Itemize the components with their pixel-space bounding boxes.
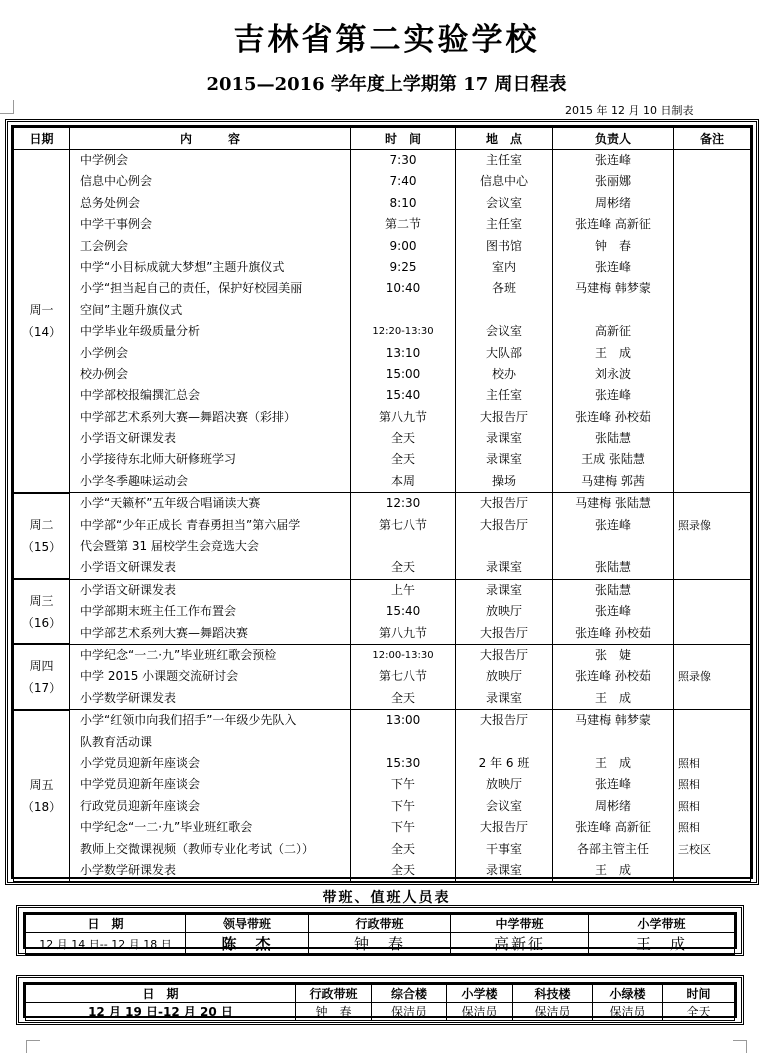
item-place: 录课室 bbox=[485, 862, 522, 877]
item-note: 照录像 bbox=[678, 670, 711, 684]
item-person-cell bbox=[553, 150, 674, 493]
item-content: 行政党员迎新年座谈会 bbox=[80, 798, 201, 813]
item-time: 第八九节 bbox=[378, 409, 427, 424]
day-row bbox=[14, 579, 751, 644]
duty2-primary-building: 保洁员 bbox=[447, 1003, 513, 1021]
item-note: 照相 bbox=[678, 821, 700, 835]
item-place bbox=[456, 732, 552, 753]
item-time: 上午 bbox=[390, 582, 415, 597]
item-note bbox=[674, 428, 750, 449]
item-time bbox=[351, 732, 455, 753]
week-number: （15） bbox=[21, 540, 62, 555]
item-content: 代会暨第 31 届校学生会竞选大会 bbox=[80, 539, 259, 554]
item-note bbox=[674, 300, 750, 321]
col-header-content: 内 容 bbox=[70, 128, 351, 150]
item-time: 本周 bbox=[390, 473, 415, 488]
item-place: 会议室 bbox=[485, 195, 522, 210]
item-person: 马建梅 韩梦蒙 bbox=[575, 713, 651, 728]
item-place: 录课室 bbox=[485, 582, 522, 597]
duty2-header-complex: 综合楼 bbox=[372, 985, 447, 1003]
item-content: 信息中心例会 bbox=[80, 174, 153, 189]
item-note bbox=[674, 732, 750, 753]
item-time: 下午 bbox=[390, 798, 415, 813]
item-place: 录课室 bbox=[485, 560, 522, 575]
schedule-table bbox=[13, 127, 751, 883]
item-content-cell bbox=[70, 150, 351, 493]
duty1-primary: 王 成 bbox=[589, 933, 735, 955]
item-time: 15:00 bbox=[385, 366, 421, 381]
item-place: 主任室 bbox=[485, 217, 522, 232]
item-note bbox=[674, 645, 750, 666]
item-time: 9:00 bbox=[389, 238, 417, 253]
item-time: 下午 bbox=[390, 777, 415, 792]
item-time: 第七八节 bbox=[378, 517, 427, 532]
duty-table-2 bbox=[25, 984, 735, 1021]
item-content: 中学纪念“一二·九”毕业班红歌会 bbox=[80, 820, 253, 835]
item-note-cell bbox=[674, 493, 751, 580]
day-name: 周五 bbox=[29, 777, 54, 792]
item-content: 小学“天籁杯”五年级合唱诵读大赛 bbox=[80, 496, 261, 511]
item-person: 张陆慧 bbox=[594, 560, 631, 575]
item-person: 马建梅 郭茜 bbox=[581, 473, 645, 488]
item-note bbox=[674, 364, 750, 385]
item-person: 刘永波 bbox=[594, 366, 631, 381]
item-person: 张连峰 bbox=[594, 153, 631, 167]
item-note bbox=[674, 193, 750, 214]
day-label bbox=[14, 579, 70, 644]
item-note bbox=[674, 171, 750, 192]
item-person: 王 成 bbox=[594, 862, 631, 877]
item-place: 干事室 bbox=[485, 841, 522, 856]
item-place-cell bbox=[456, 150, 553, 493]
item-content-cell bbox=[70, 493, 351, 580]
item-time: 15:40 bbox=[385, 604, 421, 619]
item-place: 主任室 bbox=[485, 153, 522, 167]
item-person: 张连峰 孙校茹 bbox=[575, 625, 651, 640]
item-note bbox=[674, 449, 750, 470]
item-place: 大报告厅 bbox=[479, 409, 528, 424]
item-content: 中学“小目标成就大梦想”主题升旗仪式 bbox=[80, 259, 285, 274]
item-person: 张 婕 bbox=[594, 647, 631, 662]
item-note bbox=[674, 385, 750, 406]
item-note bbox=[674, 536, 750, 557]
item-note-cell bbox=[674, 150, 751, 493]
item-note bbox=[674, 214, 750, 235]
duty-table-1 bbox=[25, 914, 735, 955]
item-person-cell bbox=[553, 644, 674, 709]
item-place: 会议室 bbox=[485, 798, 522, 813]
duty1-header-middle: 中学带班 bbox=[451, 915, 589, 933]
item-person-cell bbox=[553, 579, 674, 644]
item-note bbox=[674, 557, 750, 578]
item-content: 空间”主题升旗仪式 bbox=[80, 302, 183, 317]
schedule-frame bbox=[5, 119, 759, 885]
duty2-date: 12 月 19 日-12 月 20 日 bbox=[26, 1003, 296, 1021]
item-place-cell bbox=[456, 644, 553, 709]
item-time: 全天 bbox=[390, 431, 415, 446]
item-note: 照相 bbox=[678, 778, 700, 792]
item-note: 照录像 bbox=[678, 518, 711, 532]
item-time: 全天 bbox=[390, 560, 415, 575]
item-note-cell bbox=[674, 644, 751, 709]
item-person: 张连峰 高新征 bbox=[575, 217, 651, 232]
duty-table-1-header bbox=[26, 915, 735, 933]
item-time: 下午 bbox=[390, 820, 415, 835]
item-place: 2 年 6 班 bbox=[478, 755, 530, 770]
item-place-cell bbox=[456, 493, 553, 580]
item-place: 大报告厅 bbox=[479, 647, 528, 662]
item-person: 王 成 bbox=[594, 690, 631, 705]
item-time-cell bbox=[351, 644, 456, 709]
item-time: 13:00 bbox=[385, 713, 421, 728]
item-time: 全天 bbox=[390, 862, 415, 877]
item-content: 中学毕业年级质量分析 bbox=[80, 324, 201, 339]
item-person: 张连峰 bbox=[594, 259, 631, 274]
item-note bbox=[674, 493, 750, 514]
day-row bbox=[14, 493, 751, 580]
day-label bbox=[14, 710, 70, 882]
item-person: 张丽娜 bbox=[594, 174, 631, 189]
day-name: 周四 bbox=[29, 659, 54, 674]
item-person: 王 成 bbox=[594, 345, 631, 360]
item-note: 照相 bbox=[678, 756, 700, 770]
day-name: 周二 bbox=[29, 518, 54, 533]
item-place: 录课室 bbox=[485, 431, 522, 446]
item-time: 第七八节 bbox=[378, 669, 427, 684]
item-place: 录课室 bbox=[485, 690, 522, 705]
item-person: 马建梅 张陆慧 bbox=[575, 496, 651, 511]
duty2-time: 全天 bbox=[663, 1003, 735, 1021]
item-time: 全天 bbox=[390, 841, 415, 856]
item-content: 队教育活动课 bbox=[80, 734, 153, 749]
col-header-person: 负责人 bbox=[553, 128, 674, 150]
item-person: 马建梅 韩梦蒙 bbox=[575, 281, 651, 296]
item-note bbox=[674, 407, 750, 428]
item-place: 大报告厅 bbox=[479, 517, 528, 532]
item-person-cell bbox=[553, 710, 674, 882]
item-content: 小学语文研课发表 bbox=[80, 560, 177, 575]
item-time: 7:30 bbox=[389, 153, 417, 167]
item-note bbox=[674, 623, 750, 644]
item-time: 全天 bbox=[390, 690, 415, 705]
item-person: 张陆慧 bbox=[594, 582, 631, 597]
col-header-place: 地 点 bbox=[456, 128, 553, 150]
item-content: 中学部期末班主任工作布置会 bbox=[80, 604, 237, 619]
item-time-cell bbox=[351, 579, 456, 644]
duty1-header-admin: 行政带班 bbox=[309, 915, 451, 933]
item-person: 张连峰 bbox=[594, 388, 631, 403]
item-place: 放映厅 bbox=[485, 604, 522, 619]
item-note bbox=[674, 236, 750, 257]
item-content: 小学数学研课发表 bbox=[80, 862, 177, 877]
item-person: 张连峰 bbox=[594, 777, 631, 792]
item-note-cell bbox=[674, 579, 751, 644]
item-place: 校办 bbox=[491, 366, 516, 381]
item-content: 工会例会 bbox=[80, 238, 129, 253]
item-place: 信息中心 bbox=[479, 174, 528, 189]
item-person: 张连峰 孙校茹 bbox=[575, 669, 651, 684]
item-note bbox=[674, 688, 750, 709]
day-label bbox=[14, 493, 70, 580]
item-place-cell bbox=[456, 710, 553, 882]
day-label bbox=[14, 644, 70, 709]
item-content: 中学 2015 小课题交流研讨会 bbox=[80, 669, 239, 684]
item-person: 王成 张陆慧 bbox=[581, 452, 645, 467]
item-place: 放映厅 bbox=[485, 777, 522, 792]
item-person: 张连峰 bbox=[594, 604, 631, 619]
item-content: 中学部艺术系列大赛—舞蹈决赛 bbox=[80, 625, 249, 640]
made-date: 2015 年 12 月 10 日制表 bbox=[565, 104, 694, 117]
day-row bbox=[14, 710, 751, 882]
col-header-note: 备注 bbox=[674, 128, 751, 150]
item-time-cell bbox=[351, 150, 456, 493]
item-note bbox=[674, 257, 750, 278]
item-time: 9:25 bbox=[389, 259, 417, 274]
duty2-complex: 保洁员 bbox=[372, 1003, 447, 1021]
item-content: 小学语文研课发表 bbox=[80, 582, 177, 597]
schedule-body bbox=[14, 150, 751, 882]
crop-mark-bottom-right bbox=[733, 1040, 747, 1053]
item-content: 中学部校报编撰汇总会 bbox=[80, 388, 201, 403]
item-person: 周彬绪 bbox=[594, 195, 631, 210]
item-time-cell bbox=[351, 710, 456, 882]
col-header-time: 时 间 bbox=[351, 128, 456, 150]
item-place: 主任室 bbox=[485, 388, 522, 403]
item-time: 12:30 bbox=[385, 496, 421, 511]
schedule-header-row bbox=[14, 128, 751, 150]
item-place: 图书馆 bbox=[485, 238, 522, 253]
item-time: 7:40 bbox=[389, 174, 417, 189]
item-person: 张陆慧 bbox=[594, 431, 631, 446]
item-note bbox=[674, 343, 750, 364]
item-note bbox=[674, 321, 750, 342]
duty2-tech-building: 保洁员 bbox=[513, 1003, 593, 1021]
item-person: 各部主管主任 bbox=[576, 841, 649, 856]
item-time: 15:30 bbox=[385, 755, 421, 770]
duty2-header-admin: 行政带班 bbox=[296, 985, 372, 1003]
item-time: 全天 bbox=[390, 452, 415, 467]
duty-table-1-row bbox=[26, 933, 735, 955]
item-content-cell bbox=[70, 579, 351, 644]
item-person: 高新征 bbox=[594, 324, 631, 339]
duty2-header-tech-building: 科技楼 bbox=[513, 985, 593, 1003]
item-person: 王 成 bbox=[594, 755, 631, 770]
item-time: 12:00-13:30 bbox=[372, 649, 434, 661]
item-content: 小学冬季趣味运动会 bbox=[80, 473, 189, 488]
duty-table-2-header bbox=[26, 985, 735, 1003]
item-content: 小学数学研课发表 bbox=[80, 690, 177, 705]
item-person: 张连峰 bbox=[594, 517, 631, 532]
item-place: 大队部 bbox=[485, 345, 522, 360]
item-place: 大报告厅 bbox=[479, 625, 528, 640]
duty2-header-date: 日 期 bbox=[26, 985, 296, 1003]
item-place: 会议室 bbox=[485, 324, 522, 339]
week-number: （16） bbox=[21, 615, 62, 630]
item-note bbox=[674, 150, 750, 171]
item-time: 第八九节 bbox=[378, 625, 427, 640]
duty-title: 带班、值班人员表 bbox=[322, 890, 451, 906]
item-content: 小学“担当起自己的责任，保护好校园美丽 bbox=[80, 281, 303, 296]
item-note bbox=[674, 601, 750, 622]
item-content: 小学例会 bbox=[80, 345, 129, 360]
item-person: 张连峰 孙校茹 bbox=[575, 409, 651, 424]
item-person: 钟 春 bbox=[594, 238, 631, 253]
item-content: 中学例会 bbox=[80, 153, 129, 167]
duty2-header-primary-building: 小学楼 bbox=[447, 985, 513, 1003]
item-content: 小学党员迎新年座谈会 bbox=[80, 755, 201, 770]
duty1-middle: 高新征 bbox=[451, 933, 589, 955]
duty-table-2-frame bbox=[16, 975, 744, 1025]
duty-table-2-row bbox=[26, 1003, 735, 1021]
item-content: 小学“红领巾向我们招手”一年级少先队入 bbox=[80, 713, 297, 728]
item-place: 录课室 bbox=[485, 452, 522, 467]
item-time-cell bbox=[351, 493, 456, 580]
duty1-header-primary: 小学带班 bbox=[589, 915, 735, 933]
duty1-admin: 钟 春 bbox=[309, 933, 451, 955]
item-time: 12:20-13:30 bbox=[372, 326, 434, 338]
item-place: 大报告厅 bbox=[479, 820, 528, 835]
item-content: 教师上交微课视频（教师专业化考试（二）） bbox=[80, 841, 315, 856]
duty2-header-time: 时间 bbox=[663, 985, 735, 1003]
item-person: 张连峰 高新征 bbox=[575, 820, 651, 835]
item-time: 第二节 bbox=[384, 217, 421, 232]
item-time: 10:40 bbox=[385, 281, 421, 296]
item-content: 小学语文研课发表 bbox=[80, 431, 177, 446]
duty2-admin: 钟 春 bbox=[296, 1003, 372, 1021]
duty-table-1-frame bbox=[16, 905, 744, 956]
item-note: 三校区 bbox=[678, 842, 711, 856]
day-row bbox=[14, 644, 751, 709]
item-place bbox=[456, 300, 552, 321]
item-place: 室内 bbox=[491, 259, 516, 274]
item-content-cell bbox=[70, 644, 351, 709]
item-place bbox=[456, 536, 552, 557]
day-name: 周三 bbox=[29, 593, 54, 608]
item-content: 中学纪念“一二·九”毕业班红歌会预检 bbox=[80, 647, 277, 662]
item-content: 中学部“少年正成长 青春勇担当”第六届学 bbox=[80, 517, 301, 532]
item-place: 放映厅 bbox=[485, 669, 522, 684]
item-note bbox=[674, 471, 750, 492]
item-note: 照相 bbox=[678, 799, 700, 813]
item-person bbox=[553, 732, 673, 753]
item-content-cell bbox=[70, 710, 351, 882]
day-label bbox=[14, 150, 70, 493]
week-number: （14） bbox=[21, 324, 62, 339]
item-time: 15:40 bbox=[385, 388, 421, 403]
school-name: 吉林省第二实验学校 bbox=[233, 22, 540, 58]
item-time bbox=[351, 536, 455, 557]
col-header-date: 日期 bbox=[14, 128, 70, 150]
item-content: 中学党员迎新年座谈会 bbox=[80, 777, 201, 792]
item-place: 大报告厅 bbox=[479, 713, 528, 728]
item-note bbox=[674, 860, 750, 881]
duty1-header-date: 日 期 bbox=[26, 915, 186, 933]
week-number: （17） bbox=[21, 681, 62, 696]
item-person bbox=[553, 536, 673, 557]
item-content: 中学干事例会 bbox=[80, 217, 153, 232]
item-time bbox=[351, 300, 455, 321]
item-place: 大报告厅 bbox=[479, 496, 528, 511]
duty2-green-building: 保洁员 bbox=[593, 1003, 663, 1021]
duty2-header-green-building: 小绿楼 bbox=[593, 985, 663, 1003]
item-person: 周彬绪 bbox=[594, 798, 631, 813]
week-number: （18） bbox=[21, 799, 62, 814]
duty1-header-leader: 领导带班 bbox=[186, 915, 309, 933]
item-person bbox=[553, 300, 673, 321]
day-name: 周一 bbox=[29, 302, 54, 317]
duty1-leader: 陈 杰 bbox=[186, 933, 309, 955]
item-place: 各班 bbox=[491, 281, 516, 296]
item-note bbox=[674, 580, 750, 601]
item-place-cell bbox=[456, 579, 553, 644]
day-row bbox=[14, 150, 751, 493]
item-person-cell bbox=[553, 493, 674, 580]
item-time: 13:10 bbox=[385, 345, 421, 360]
duty1-date: 12 月 14 日-- 12 月 18 日 bbox=[26, 933, 186, 955]
item-content: 中学部艺术系列大赛—舞蹈决赛（彩排） bbox=[80, 409, 297, 424]
item-content: 校办例会 bbox=[80, 366, 129, 381]
item-content: 小学接待东北师大研修班学习 bbox=[80, 452, 237, 467]
item-place: 操场 bbox=[491, 473, 516, 488]
crop-mark-bottom-left bbox=[26, 1040, 40, 1053]
item-content: 总务处例会 bbox=[80, 195, 141, 210]
item-note bbox=[674, 278, 750, 299]
item-time: 8:10 bbox=[389, 195, 417, 210]
schedule-title: 2015—2016 学年度上学期第 17 周日程表 bbox=[206, 74, 567, 95]
crop-mark-top-left bbox=[0, 100, 14, 114]
item-note bbox=[674, 710, 750, 731]
item-note-cell bbox=[674, 710, 751, 882]
